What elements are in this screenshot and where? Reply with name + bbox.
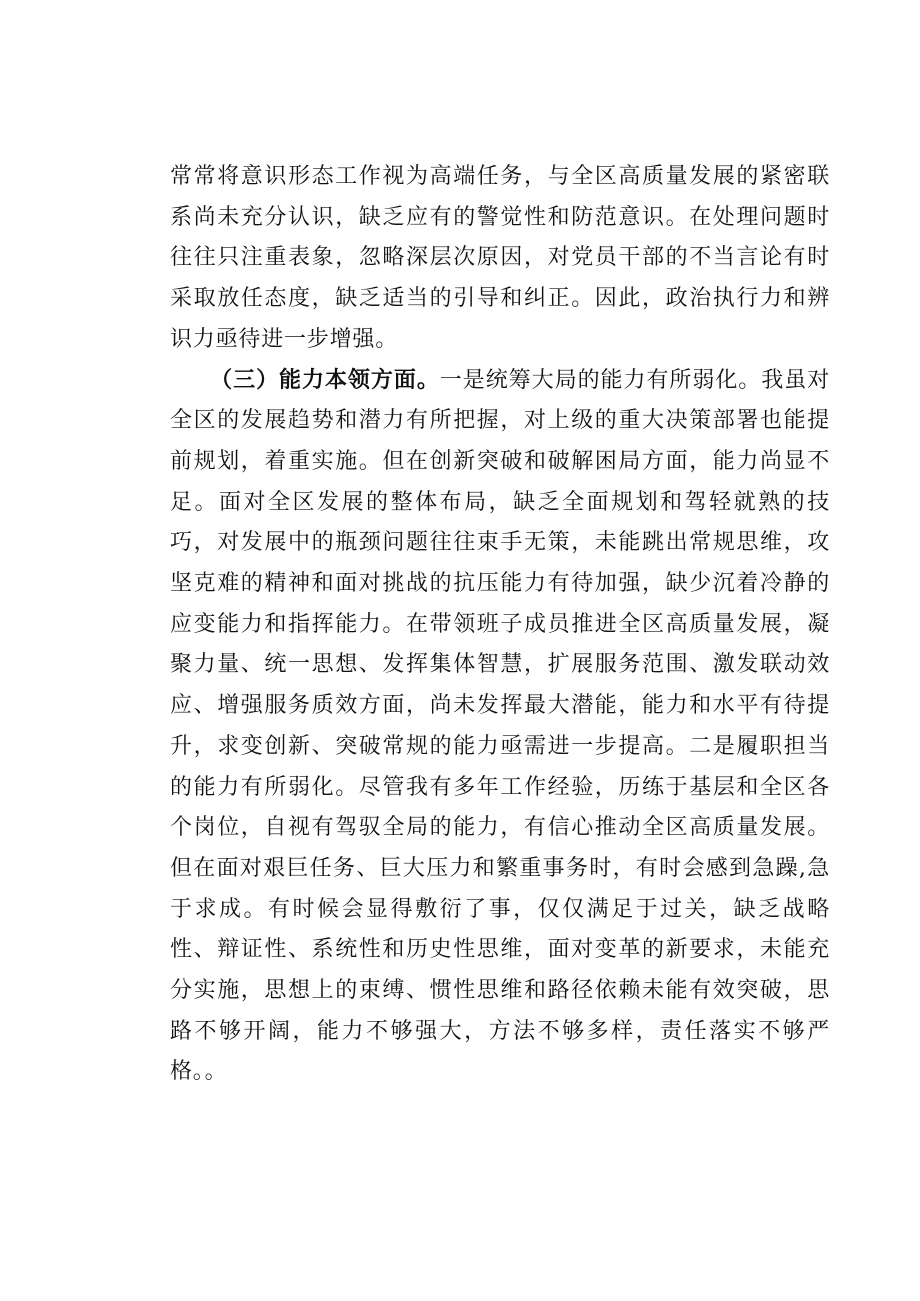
paragraph-ability-body: 一是统筹大局的能力有所弱化。我虽对全区的发展趋势和潜力有所把握，对上级的重大决策部署也能提前规划，着重实施。但在创新突破和破解困局方面，能力尚显不足。面对全区发展的整体布局，缺乏全面规划和驾轻就熟的技巧，对发展中的瓶颈问题往往束手无策，未能跳出常规思维，攻坚克难的精神和面对挑战的抗压能力有待加强，缺少沉着冷静的应变能力和指挥能力。在带领班子成员推进全区高质量发展，凝聚力量、统一思想、发挥集体智慧，扩展服务范围、激发联动效应、增强服务质效方面，尚未发挥最大潜能，能力和水平有待提升，求变创新、突破常规的能力亟需进一步提高。二是履职担当的能力有所弱化。尽管我有多年工作经验，历练于基层和全区各个岗位，自视有驾驭全局的能力，有信心推动全区高质量发展。但在面对艰巨任务、巨大压力和繁重事务时，有时会感到急躁,急于求成。有时候会显得敷衍了事，仅仅满足于过关，缺乏战略性、辩证性、系统性和历史性思维，面对变革的新要求，未能充分实施，思想上的束缚、惯性思维和路径依赖未能有效突破，思路不够开阔，能力不够强大，方法不够多样，责任落实不够严格。。 bbox=[170, 367, 830, 1085]
paragraph-continuation: 常常将意识形态工作视为高端任务，与全区高质量发展的紧密联系尚未充分认识，缺乏应有的警觉性和防范意识。在处理问题时往往只注重表象，忽略深层次原因，对党员干部的不当言论有时采取放任态度，缺乏适当的引导和纠正。因此，政治执行力和辨识力亟待进一步增强。 bbox=[170, 164, 830, 352]
document-body bbox=[170, 157, 830, 1093]
section-heading-ability: （三）能力本领方面。 bbox=[210, 367, 440, 393]
paragraph-ability bbox=[170, 361, 830, 1094]
